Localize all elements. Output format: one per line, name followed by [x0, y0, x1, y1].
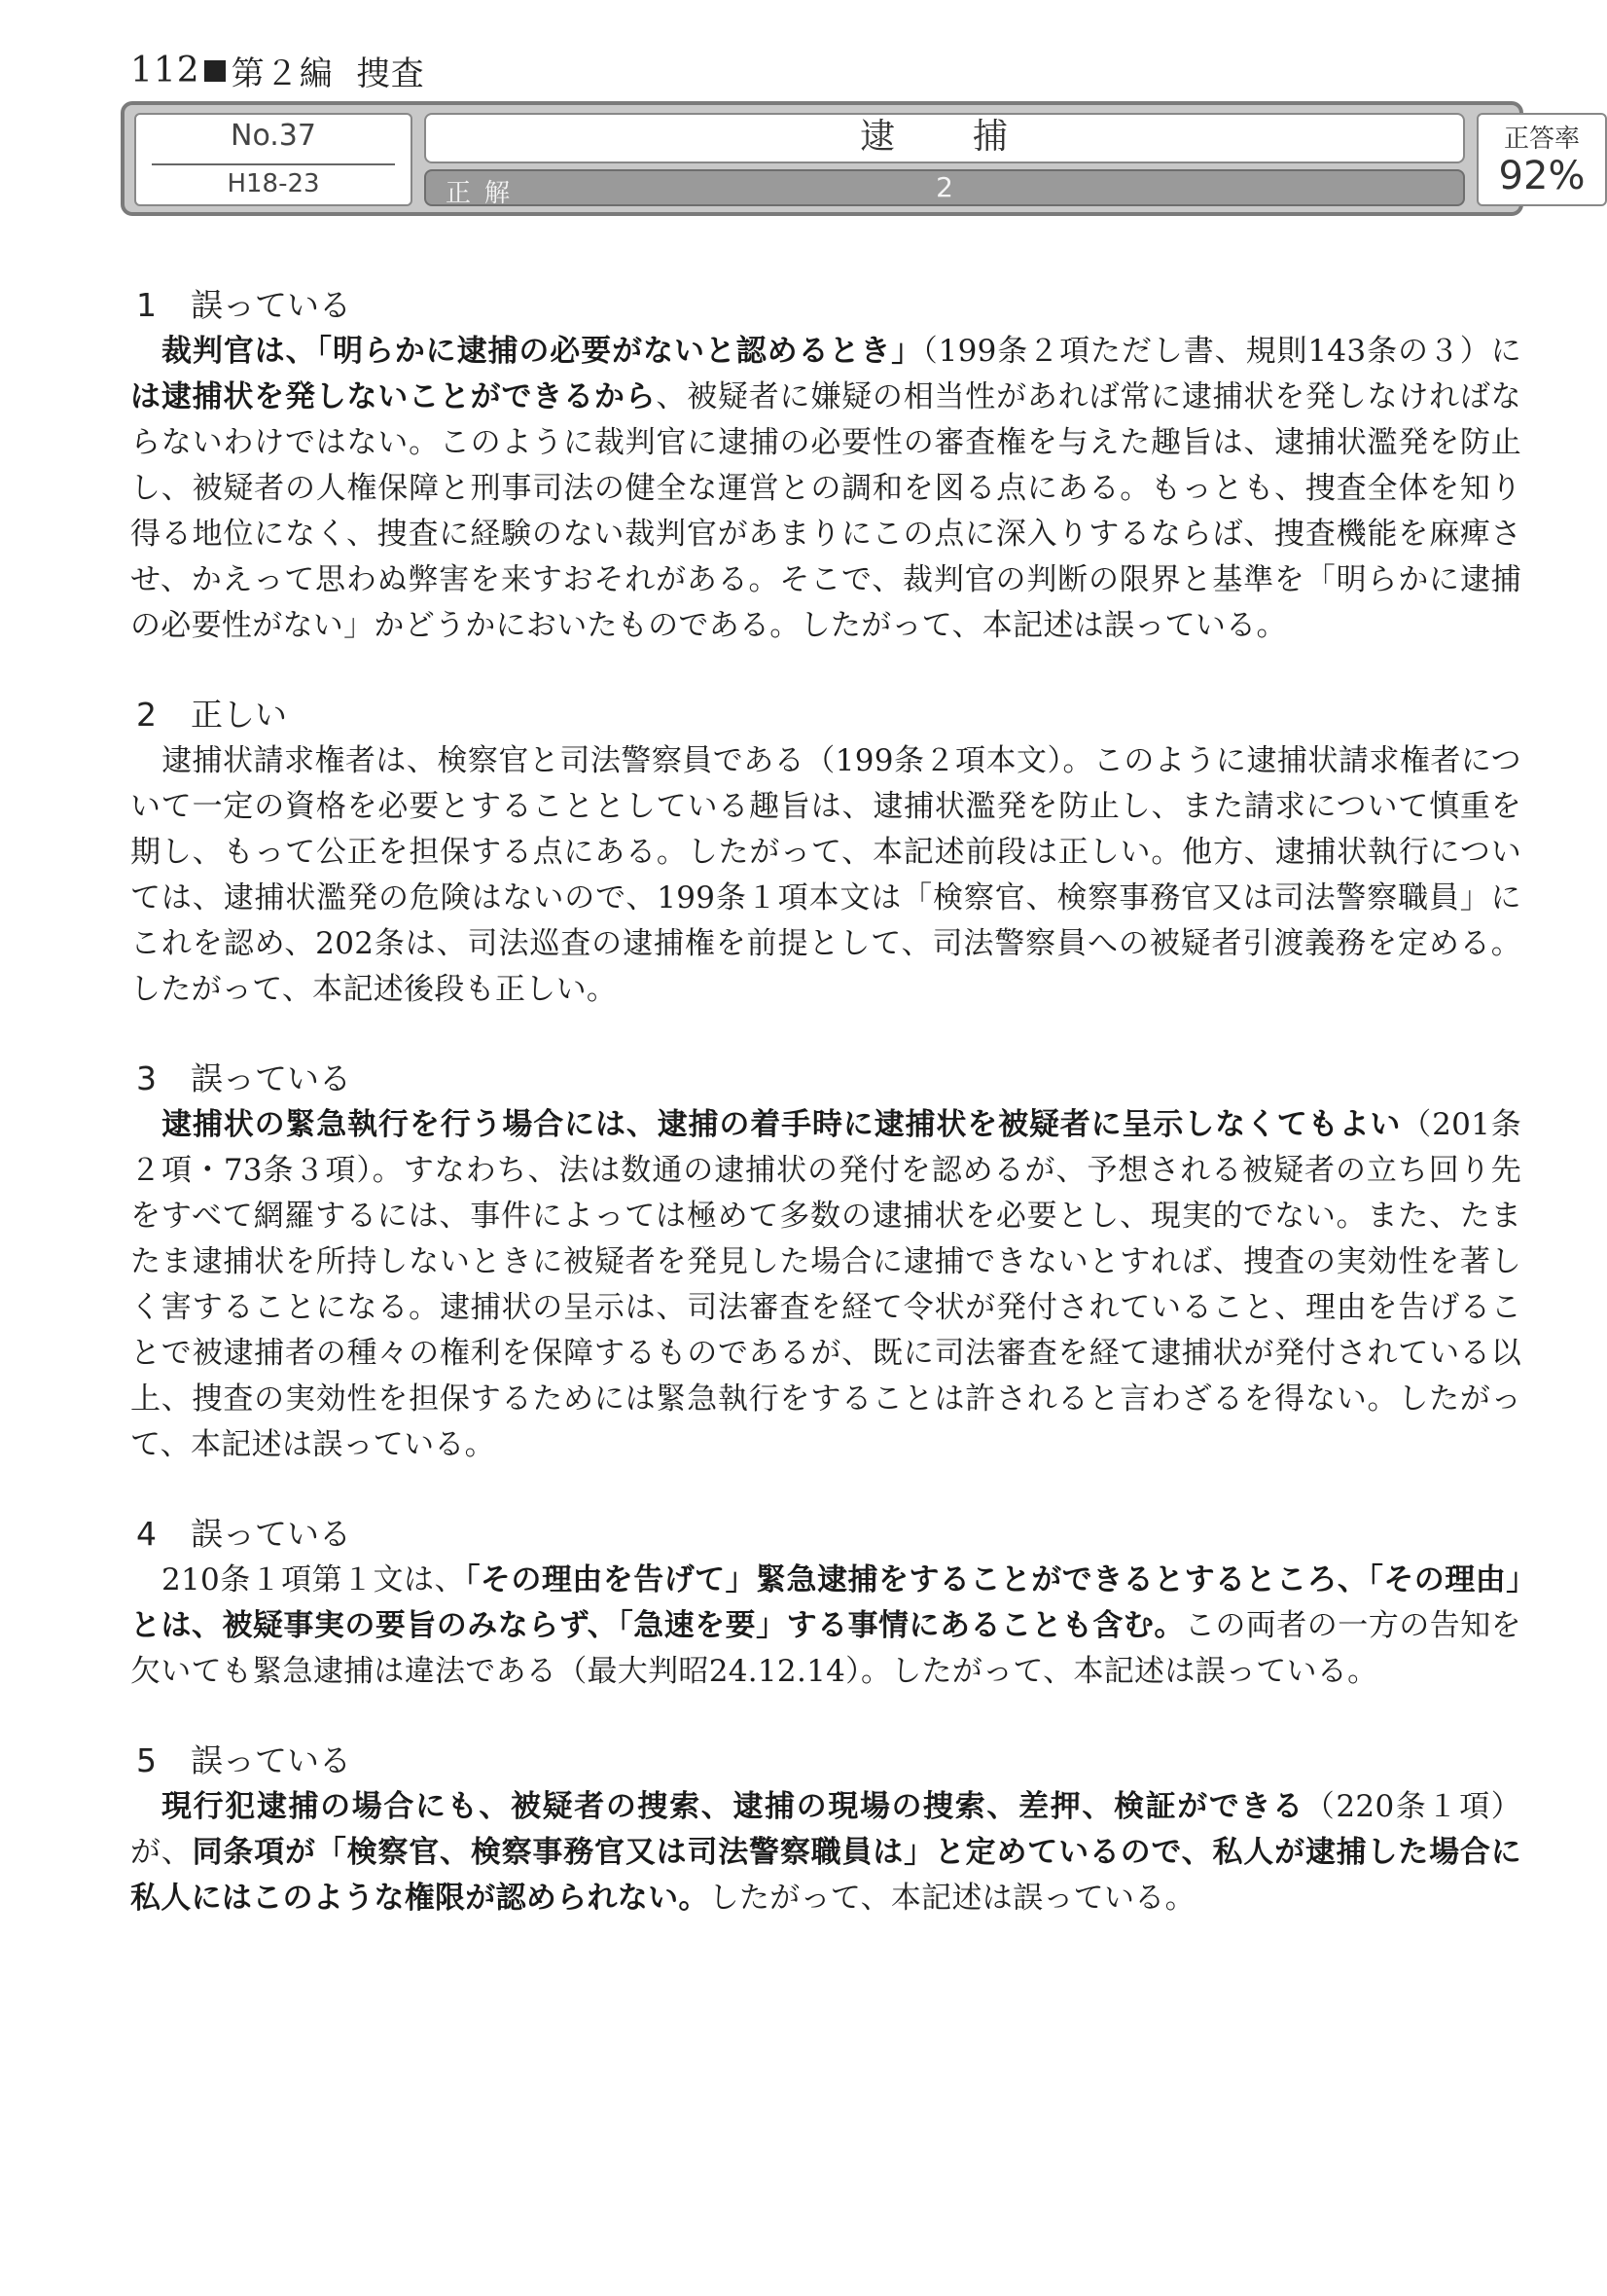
correct-rate-box [1477, 113, 1607, 206]
item-heading [130, 692, 1521, 738]
body-text: （220条１項）が、 [130, 1789, 1521, 1870]
emphasis-text: は逮捕状を発しないことができるから [130, 379, 657, 414]
question-title: 逮 捕 [424, 113, 1465, 163]
item-number: 3 [136, 1059, 157, 1097]
explanation-item [130, 1511, 1521, 1695]
question-number-box [134, 113, 412, 206]
item-number: 2 [136, 696, 157, 734]
correct-rate-label: 正答率 [1503, 125, 1580, 154]
body-text: （199条２項ただし書、規則143条の３）に [922, 334, 1522, 369]
answer-bar [424, 169, 1465, 206]
body-text: （201条２項・73条３項）。すなわち、法は数通の逮捕状の発付を認めるが、予想される被疑者の立ち回り先をすべて網羅するには、事件によっては極めて多数の逮捕状を必要とし、現実的でない。また、たまたま逮捕状を所持しないときに被疑者を発見した場合に逮捕できないとすれば、捜査の実効性を著しく害することになる。逮捕状の呈示は、司法審査を経て令状が発付されていること、理由を告げることで被逮捕者の種々の権利を保障するものであるが、既に司法審査を経て逮捕状が発付されている以上、捜査の実効性を担保するためには緊急執行をすることは許されると言わざるを得ない。したがって、本記述は誤っている。 [130, 1107, 1521, 1462]
square-icon [204, 60, 226, 82]
emphasis-text: 「その理由を告げて」緊急逮捕をすることができるとするところ、「その理由」とは、被疑事実の要旨のみならず、「急速を要」する事情にあることも含む。 [130, 1562, 1522, 1643]
emphasis-text: 現行犯逮捕の場合にも、被疑者の捜索、逮捕の現場の捜索、差押、検証ができる [161, 1789, 1304, 1824]
item-verdict: 正しい [191, 696, 287, 734]
page-header [130, 47, 425, 94]
explanation-item [130, 692, 1521, 1013]
answer-value: 2 [936, 171, 953, 203]
item-number: 1 [136, 286, 157, 324]
emphasis-text: 裁判官は、「明らかに逮捕の必要がないと認めるとき」 [161, 334, 923, 369]
item-body [130, 1102, 1521, 1468]
item-heading [130, 282, 1521, 329]
question-header-box [121, 101, 1586, 216]
emphasis-text: 同条項が「検察官、検察事務官又は司法警察職員は」と定めているので、私人が逮捕した場合に私人にはこのような権限が認められない。 [130, 1835, 1521, 1916]
body-text: この両者の一方の告知を欠いても緊急逮捕は違法である（最大判昭24.12.14）。したがって、本記述は誤っている。 [130, 1608, 1521, 1689]
item-body [130, 738, 1521, 1013]
item-number: 4 [136, 1515, 157, 1553]
item-heading [130, 1056, 1521, 1102]
item-body [130, 1558, 1521, 1695]
item-verdict: 誤っている [191, 1741, 351, 1779]
body-text: 逮捕状請求権者は、検察官と司法警察員である（199条２項本文）。このように逮捕状請求権者について一定の資格を必要とすることとしている趣旨は、逮捕状濫発を防止し、また請求について慎重を期し、もって公正を担保する点にある。したがって、本記述前段は正しい。他方、逮捕状執行については、逮捕状濫発の危険はないので、199条１項本文は「検察官、検察事務官又は司法警察職員」にこれを認め、202条は、司法巡査の逮捕権を前提として、司法警察員への被疑者引渡義務を定める。したがって、本記述後段も正しい。 [130, 743, 1521, 1007]
explanation-item [130, 1738, 1521, 1921]
question-number: No.37 [231, 119, 316, 153]
item-verdict: 誤っている [191, 1515, 351, 1553]
item-verdict: 誤っている [191, 1059, 351, 1097]
page-number: 112 [130, 51, 200, 90]
part-label: 第２編 [231, 54, 334, 93]
item-body [130, 329, 1521, 649]
item-verdict: 誤っている [191, 286, 351, 324]
section-label: 捜査 [356, 54, 425, 93]
divider [152, 163, 395, 165]
body-text: したがって、本記述は誤っている。 [708, 1881, 1196, 1916]
correct-rate-value: 92% [1498, 154, 1586, 198]
explanation-item [130, 282, 1521, 649]
emphasis-text: 逮捕状の緊急執行を行う場合には、逮捕の着手時に逮捕状を被疑者に呈示しなくてもよい [161, 1107, 1402, 1142]
explanation-item [130, 1056, 1521, 1468]
question-year: H18-23 [227, 169, 320, 198]
item-heading [130, 1738, 1521, 1784]
item-number: 5 [136, 1741, 157, 1779]
item-body [130, 1784, 1521, 1921]
body-text: 210条１項第１文は、 [161, 1562, 465, 1597]
item-heading [130, 1511, 1521, 1558]
answer-label: 正解 [446, 179, 524, 208]
body-text: 、被疑者に嫌疑の相当性があれば常に逮捕状を発しなければならないわけではない。このように裁判官に逮捕の必要性の審査権を与えた趣旨は、逮捕状濫発を防止し、被疑者の人権保障と刑事司法の健全な運営との調和を図る点にある。もっとも、捜査全体を知り得る地位になく、捜査に経験のない裁判官があまりにこの点に深入りするならば、捜査機能を麻痺させ、かえって思わぬ弊害を来すおそれがある。そこで、裁判官の判断の限界と基準を「明らかに逮捕の必要性がない」かどうかにおいたものである。したがって、本記述は誤っている。 [130, 379, 1521, 643]
explanation-content [130, 282, 1521, 1964]
